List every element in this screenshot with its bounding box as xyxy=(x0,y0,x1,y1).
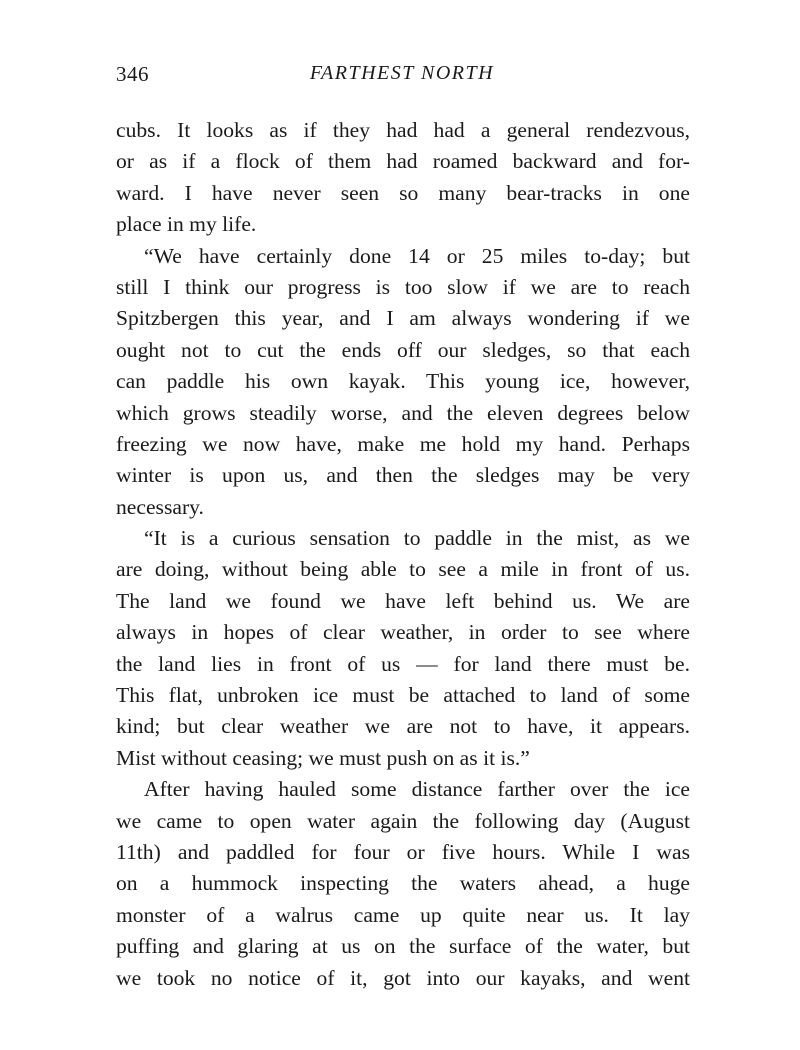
text-line: freezing we now have, make me hold my hand. Perhaps xyxy=(116,431,690,456)
text-line: monster of a walrus came up quite near us. It lay xyxy=(116,902,690,927)
text-line: place in my life. xyxy=(116,212,257,237)
text-line: winter is upon us, and then the sledges may be very xyxy=(116,463,690,488)
text-line: “We have certainly done 14 or 25 miles to-day; but xyxy=(144,243,690,268)
text-line: ought not to cut the ends off our sledges, so that each xyxy=(116,337,690,362)
text-line: on a hummock inspecting the waters ahead, a huge xyxy=(116,871,690,896)
text-line: cubs. It looks as if they had had a general rendezvous, xyxy=(116,118,690,142)
running-title: FARTHEST NORTH xyxy=(309,62,495,84)
text-line: “It is a curious sensation to paddle in the mist, as we xyxy=(144,526,690,551)
text-line: still I think our progress is too slow if we are to reach xyxy=(116,274,690,299)
page-number: 346 xyxy=(116,62,149,86)
body-text xyxy=(116,115,690,994)
text-line: puffing and glaring at us on the surface of the water, but xyxy=(116,934,690,959)
text-line: ward. I have never seen so many bear-tracks in one xyxy=(116,180,690,205)
running-head xyxy=(116,62,688,92)
text-line: we took no notice of it, got into our kayaks, and went xyxy=(116,965,690,990)
text-line: 11th) and paddled for four or five hours. While I was xyxy=(116,839,690,864)
text-line: Mist without ceasing; we must push on as it is.” xyxy=(116,745,530,770)
text-line: After having hauled some distance farther over the ice xyxy=(144,777,690,802)
text-line: The land we found we have left behind us. We are xyxy=(116,588,690,613)
text-line: we came to open water again the following day (August xyxy=(116,808,690,833)
text-line: or as if a flock of them had roamed backward and for- xyxy=(116,149,690,174)
text-line: the land lies in front of us — for land there must be. xyxy=(116,651,690,676)
text-line: This flat, unbroken ice must be attached to land of some xyxy=(116,683,690,708)
text-line: which grows steadily worse, and the eleven degrees below xyxy=(116,400,690,425)
text-line: kind; but clear weather we are not to have, it appears. xyxy=(116,714,690,739)
text-line: are doing, without being able to see a mile in front of us. xyxy=(116,557,690,582)
text-line: necessary. xyxy=(116,494,204,519)
text-line: always in hopes of clear weather, in order to see where xyxy=(116,620,690,645)
text-line: Spitzbergen this year, and I am always wondering if we xyxy=(116,306,690,331)
text-line: can paddle his own kayak. This young ice, however, xyxy=(116,369,690,394)
